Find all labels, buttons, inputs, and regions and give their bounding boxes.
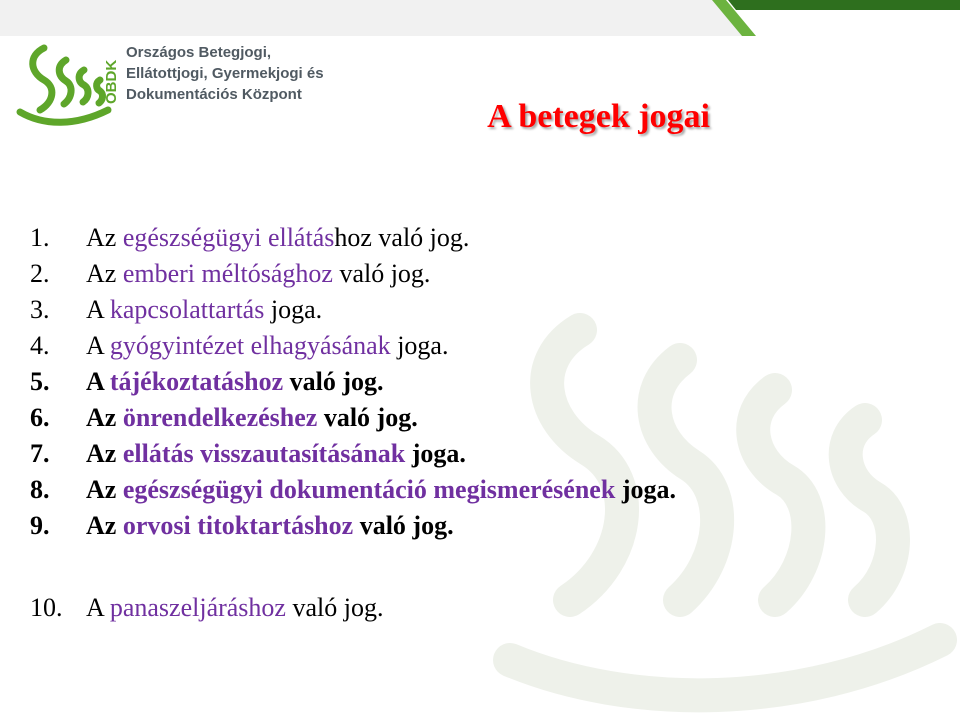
item-suffix: való jog. (317, 403, 418, 432)
item-prefix: Az (86, 259, 123, 288)
item-number: 3. (30, 295, 50, 324)
item-prefix: Az (86, 403, 123, 432)
item-highlight: orvosi titoktartáshoz (122, 511, 354, 540)
item-prefix: Az (86, 475, 123, 504)
item-highlight: emberi méltósághoz (122, 259, 333, 288)
right-item-5 (30, 364, 676, 400)
item-suffix: joga. (264, 295, 323, 324)
item-suffix: való jog. (283, 367, 384, 396)
top-decorative-bar (0, 0, 960, 36)
item-number: 4. (30, 331, 50, 360)
item-prefix: A (86, 295, 110, 324)
rights-list (30, 220, 676, 626)
item-suffix: joga. (405, 439, 466, 468)
item-number: 5. (30, 367, 50, 396)
item-prefix: Az (86, 439, 123, 468)
item-highlight: gyógyintézet elhagyásának (109, 331, 391, 360)
item-highlight: egészségügyi dokumentáció megismerésének (122, 475, 616, 504)
right-item-7 (30, 436, 676, 472)
item-number: 10. (30, 593, 63, 622)
org-name-line: Országos Betegjogi, (126, 44, 272, 61)
right-item-6 (30, 400, 676, 436)
obdk-vertical-abbreviation (100, 44, 122, 108)
item-number: 6. (30, 403, 50, 432)
right-item-9 (30, 508, 676, 544)
organization-name (126, 42, 336, 110)
item-number: 8. (30, 475, 50, 504)
page-title: A betegek jogai (487, 98, 710, 135)
obdk-abbreviation: OBDK (103, 59, 120, 104)
item-prefix: Az (86, 511, 123, 540)
item-prefix: Az (86, 223, 123, 252)
item-prefix: A (86, 367, 110, 396)
obdk-logo-icon (14, 40, 114, 130)
item-highlight: önrendelkezéshez (122, 403, 318, 432)
item-highlight: egészségügyi ellátás (122, 223, 335, 252)
item-highlight: kapcsolattartás (109, 295, 265, 324)
org-name-line: Dokumentációs Központ (126, 86, 302, 103)
right-item-2 (30, 256, 676, 292)
item-highlight: panaszeljáráshoz (109, 593, 286, 622)
right-item-8 (30, 472, 676, 508)
item-suffix: való jog. (353, 511, 454, 540)
item-suffix: hoz való jog. (334, 223, 470, 252)
right-item-3 (30, 292, 676, 328)
item-number: 1. (30, 223, 50, 252)
item-suffix: való jog. (332, 259, 431, 288)
org-name-line: Ellátottjogi, Gyermekjogi és (126, 65, 324, 82)
item-highlight: ellátás visszautasításának (122, 439, 406, 468)
item-number: 2. (30, 259, 50, 288)
item-highlight: tájékoztatáshoz (109, 367, 284, 396)
item-suffix: való jog. (285, 593, 384, 622)
item-prefix: A (86, 331, 110, 360)
right-item-4 (30, 328, 676, 364)
right-item-1 (30, 220, 676, 256)
item-suffix: joga. (615, 475, 676, 504)
item-prefix: A (86, 593, 110, 622)
item-suffix: joga. (390, 331, 449, 360)
item-number: 9. (30, 511, 50, 540)
item-number: 7. (30, 439, 50, 468)
right-item-10 (30, 590, 676, 626)
